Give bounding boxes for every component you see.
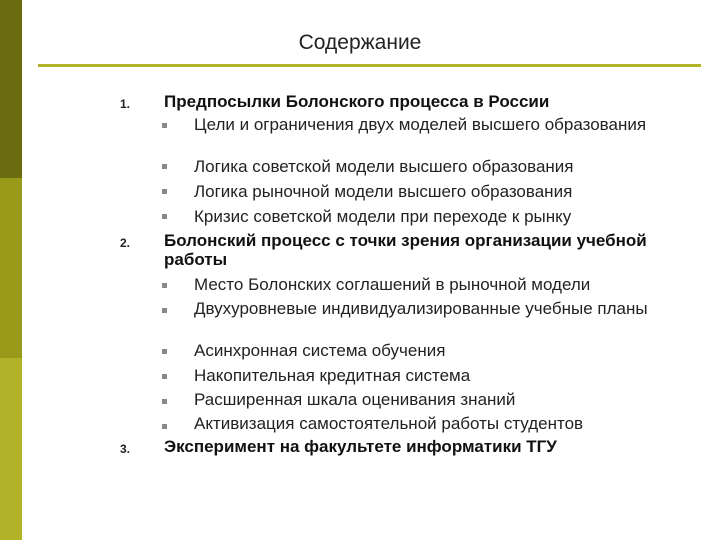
list-item: Активизация самостоятельной работы студентов [194,414,584,433]
section-heading: Болонский процесс с точки зрения организации учебной работы [164,231,647,269]
bullet-icon [162,214,167,219]
list-item: Цели и ограничения двух моделей высшего образования [194,115,647,134]
sidebar-decoration [0,0,22,540]
list-item: Двухуровневые индивидуализированные учебные планы [194,299,648,318]
section-number: 3. [120,442,131,456]
bullet-icon [162,189,167,194]
list-item: Место Болонских соглашений в рыночной модели [194,275,591,294]
sidebar-band-mid [0,178,22,358]
bullet-icon [162,424,167,429]
section-number: 1. [120,97,131,111]
bullet-icon [162,283,167,288]
section-number: 2. [120,236,131,250]
bullet-icon [162,399,167,404]
sidebar-band-light [0,358,22,540]
section-heading: Предпосылки Болонского процесса в России [164,92,550,111]
list-item: Асинхронная система обучения [194,341,446,360]
page-title: Содержание [298,31,422,54]
list-item: Логика рыночной модели высшего образования [194,182,573,201]
bullet-icon [162,308,167,313]
bullet-icon [162,164,167,169]
list-item: Кризис советской модели при переходе к рынку [194,207,572,226]
section-heading: Эксперимент на факультете информатики ТГУ [164,437,557,456]
list-item: Логика советской модели высшего образования [194,157,574,176]
list-item: Накопительная кредитная система [194,366,471,385]
list-item: Расширенная шкала оценивания знаний [194,390,516,409]
bullet-icon [162,374,167,379]
sidebar-band-dark [0,0,22,178]
bullet-icon [162,123,167,128]
bullet-icon [162,349,167,354]
title-divider [38,64,701,67]
